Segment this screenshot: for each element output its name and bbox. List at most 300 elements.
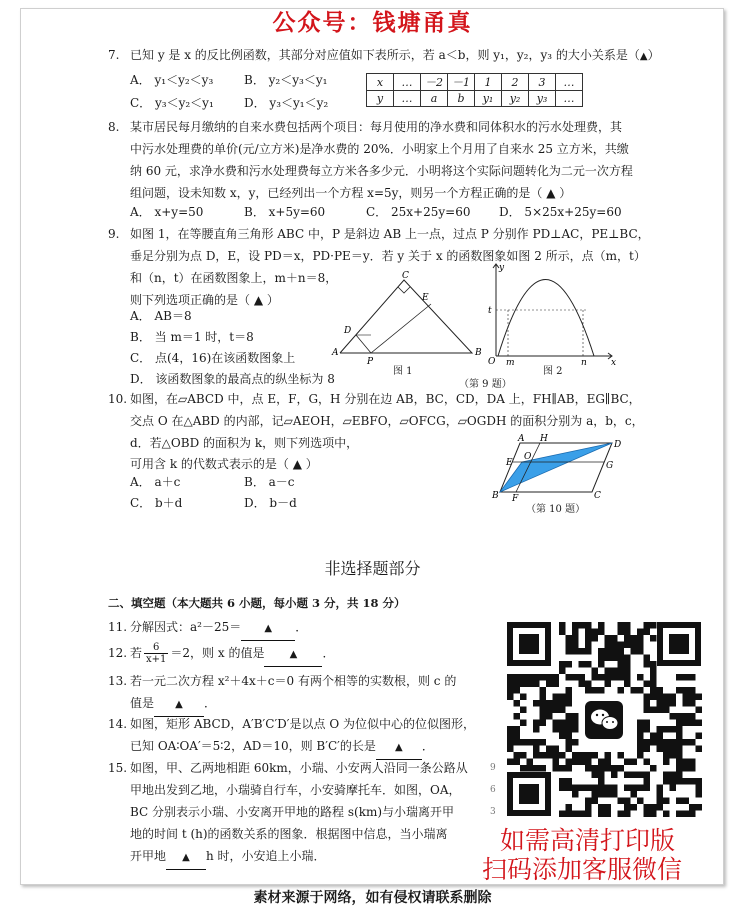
figure-1-caption: 图 1 (393, 366, 413, 377)
qr-module (644, 746, 651, 753)
qr-module (546, 707, 553, 714)
fraction-numerator: 6 (144, 642, 168, 654)
qr-module (553, 700, 560, 707)
qr-module (514, 674, 521, 681)
point-label: D (344, 326, 352, 336)
qr-module (644, 811, 651, 818)
qr-module (579, 759, 586, 766)
qr-module (644, 700, 651, 707)
qr-module (611, 791, 618, 798)
question-10 (108, 388, 641, 410)
banner-title: 公众号：钱塘甬真 (272, 10, 473, 36)
qr-module (696, 694, 703, 701)
qr-module (624, 798, 631, 805)
qr-module (663, 726, 670, 733)
question-text: 若 (130, 646, 143, 660)
option-b: B． x+5y=60 (244, 205, 326, 219)
qr-module (598, 759, 605, 766)
qr-module (637, 648, 644, 655)
qr-module (618, 655, 625, 662)
qr-module (657, 707, 664, 714)
qr-module (644, 707, 651, 714)
question-number: 11. (108, 620, 128, 634)
qr-module (598, 622, 605, 629)
qr-module (585, 648, 592, 655)
qr-module (572, 622, 579, 629)
qr-module (585, 687, 592, 694)
qr-module (566, 733, 573, 740)
qr-module (683, 674, 690, 681)
question-stem: 已知 y 是 x 的反比例函数，其部分对应值如下表所示，若 a＜b，则 y₁，y₂，y₃ 的大小关系是（ (130, 48, 640, 62)
part2-header: 二、填空题（本大题共 6 小题，每小题 3 分，共 18 分） (108, 596, 406, 610)
qr-module (605, 752, 612, 759)
qr-module (689, 674, 696, 681)
qr-module (553, 752, 560, 759)
promo-line-1: 如需高清打印版 (500, 826, 676, 855)
qr-module (644, 778, 651, 785)
qr-module (598, 811, 605, 818)
wechat-icon (582, 698, 626, 742)
qr-module (559, 720, 566, 727)
qr-module (553, 707, 560, 714)
qr-module (559, 733, 566, 740)
option-d: D． 该函数图象的最高点的纵坐标为 8 (130, 372, 335, 386)
qr-module (663, 739, 670, 746)
question-line: BC 分别表示小瑞、小安离开甲地的路程 s(km)与小瑞离开甲 (130, 805, 455, 819)
qr-module (585, 765, 592, 772)
qr-module (572, 791, 579, 798)
qr-module (624, 804, 631, 811)
qr-module (514, 687, 521, 694)
qr-module (637, 687, 644, 694)
qr-module (540, 720, 547, 727)
table-cell: y₁ (475, 91, 502, 107)
qr-module (644, 785, 651, 792)
option-a: A． x+y=50 (130, 205, 204, 219)
qr-module (644, 726, 651, 733)
qr-module (592, 785, 599, 792)
qr-module (514, 681, 521, 688)
question-text: 如图，矩形 ABCD，A′B′C′D′是以点 O 为位似中心的位似图形， (130, 717, 475, 731)
qr-module (566, 785, 573, 792)
qr-module (507, 674, 514, 681)
question-line: 交点 O 在△ABD 的内部，记▱AEOH，▱EBFO，▱OFCG，▱OGDH 的面积分别为 a，b，c， (130, 414, 644, 428)
qr-module (592, 674, 599, 681)
qr-module (618, 765, 625, 772)
qr-module (631, 642, 638, 649)
qr-module (540, 765, 547, 772)
fraction-denominator: x+1 (146, 654, 167, 665)
qr-module (631, 759, 638, 766)
figure-9-caption: （第 9 题） (459, 379, 512, 390)
qr-module (624, 642, 631, 649)
qr-module (631, 648, 638, 655)
qr-module (676, 687, 683, 694)
qr-module (611, 668, 618, 675)
qr-module (696, 733, 703, 740)
qr-module (683, 700, 690, 707)
qr-module (540, 713, 547, 720)
qr-module (611, 772, 618, 779)
qr-module (579, 811, 586, 818)
figure-2-caption: 图 2 (543, 366, 563, 377)
qr-module (605, 642, 612, 649)
qr-module (624, 661, 631, 668)
answer-blank (241, 616, 295, 641)
qr-module (683, 811, 690, 818)
question-13 (108, 670, 456, 692)
qr-module (585, 759, 592, 766)
qr-module (559, 811, 566, 818)
qr-module (566, 687, 573, 694)
qr-module (605, 635, 612, 642)
point-label: O (524, 452, 532, 462)
qr-module (683, 778, 690, 785)
qr-module (533, 720, 540, 727)
question-line: 可用含 k 的代数式表示的是（ ▲ ） (130, 457, 318, 471)
qr-module (624, 629, 631, 636)
qr-module (579, 674, 586, 681)
qr-module (566, 746, 573, 753)
axis-label: x (611, 358, 617, 368)
qr-module (644, 655, 651, 662)
table-row (367, 91, 583, 107)
qr-module (540, 694, 547, 701)
figure-10-parallelogram (488, 434, 628, 504)
question-end: ． (421, 739, 434, 753)
qr-module (696, 746, 703, 753)
qr-module (657, 733, 664, 740)
qr-module (689, 739, 696, 746)
qr-module (566, 778, 573, 785)
point-label: E (422, 293, 429, 303)
qr-module (670, 778, 677, 785)
point-label: C (402, 271, 409, 281)
qr-module (566, 661, 573, 668)
section-title: 非选择题部分 (324, 559, 421, 578)
qr-finder-bottom-left (507, 772, 551, 816)
qr-module (676, 759, 683, 766)
qr-module (683, 713, 690, 720)
qr-module (650, 765, 657, 772)
qr-module (663, 772, 670, 779)
answer-mark: ▲ (182, 852, 190, 863)
qr-module (676, 674, 683, 681)
qr-module (663, 811, 670, 818)
qr-module (644, 681, 651, 688)
qr-module (696, 791, 703, 798)
qr-module (520, 674, 527, 681)
qr-module (559, 778, 566, 785)
qr-module (618, 668, 625, 675)
qr-module (514, 739, 521, 746)
promo-line-2: 扫码添加客服微信 (482, 855, 683, 884)
qr-module (540, 700, 547, 707)
question-number: 10. (108, 392, 128, 406)
question-number: 7. (108, 48, 120, 62)
option-a: A． a＋c (130, 475, 181, 489)
qr-module (676, 739, 683, 746)
qr-module (689, 694, 696, 701)
qr-module (579, 648, 586, 655)
qr-module (624, 759, 631, 766)
qr-module (689, 811, 696, 818)
table-cell: … (556, 91, 583, 107)
qr-module (566, 759, 573, 766)
qr-module (670, 700, 677, 707)
qr-module (676, 746, 683, 753)
qr-module (507, 733, 514, 740)
qr-module (696, 785, 703, 792)
qr-module (650, 661, 657, 668)
qr-module (533, 674, 540, 681)
qr-module (592, 772, 599, 779)
point-label: C (594, 491, 601, 501)
table-cell: … (394, 91, 421, 107)
table-cell: 1 (475, 74, 502, 91)
option-d: D． 5×25x+25y=60 (499, 205, 622, 219)
point-label: P (367, 357, 374, 367)
qr-module (598, 661, 605, 668)
qr-module (598, 687, 605, 694)
question-line: 则下列选项正确的是（ ▲ ） (130, 293, 279, 307)
qr-module (689, 720, 696, 727)
qr-module (670, 713, 677, 720)
qr-module (670, 752, 677, 759)
qr-module (553, 726, 560, 733)
qr-module (566, 739, 573, 746)
qr-module (598, 772, 605, 779)
qr-module (598, 765, 605, 772)
qr-module (579, 681, 586, 688)
qr-module (605, 648, 612, 655)
qr-module (585, 629, 592, 636)
point-label: H (540, 434, 548, 444)
qr-module (657, 726, 664, 733)
question-number: 8. (108, 120, 120, 134)
qr-module (611, 765, 618, 772)
qr-module (644, 622, 651, 629)
fraction (144, 642, 168, 665)
qr-module (663, 707, 670, 714)
qr-module (618, 674, 625, 681)
qr-module (624, 785, 631, 792)
qr-module (624, 655, 631, 662)
option-b: B． y₂＜y₃＜y₁ (244, 73, 328, 87)
qr-module (676, 811, 683, 818)
qr-module (592, 791, 599, 798)
qr-module (689, 804, 696, 811)
qr-module (676, 778, 683, 785)
qr-module (663, 752, 670, 759)
qr-module (527, 681, 534, 688)
qr-module (514, 733, 521, 740)
qr-module (644, 739, 651, 746)
qr-module (689, 700, 696, 707)
question-15 (108, 757, 468, 779)
figure-15-tick: 3 (490, 807, 496, 817)
qr-module (650, 804, 657, 811)
qr-module (553, 765, 560, 772)
qr-module (527, 759, 534, 766)
qr-module (520, 739, 527, 746)
option-c: C． 25x+25y=60 (366, 205, 471, 219)
qr-module (566, 700, 573, 707)
table-cell: －1 (448, 74, 475, 91)
table-cell: 3 (529, 74, 556, 91)
qr-module (618, 642, 625, 649)
qr-module (624, 635, 631, 642)
qr-module (663, 778, 670, 785)
qr-module (644, 694, 651, 701)
question-number: 12. (108, 646, 128, 660)
point-label: G (606, 461, 614, 471)
qr-module (566, 804, 573, 811)
qr-module (657, 700, 664, 707)
qr-module (527, 739, 534, 746)
qr-module (540, 687, 547, 694)
qr-module (689, 765, 696, 772)
question-15-last-line (130, 845, 326, 870)
qr-module (618, 622, 625, 629)
table-cell: 2 (502, 74, 529, 91)
question-14 (108, 713, 475, 735)
qr-module (644, 804, 651, 811)
qr-module (637, 674, 644, 681)
qr-module (579, 661, 586, 668)
qr-module (631, 785, 638, 792)
qr-module (559, 765, 566, 772)
qr-module (566, 726, 573, 733)
table-cell: y (367, 91, 394, 107)
question-text: 已知 OA∶OA′＝5∶2，AD＝10，则 B′C′的长是 (130, 739, 376, 753)
qr-module (663, 694, 670, 701)
qr-module (670, 739, 677, 746)
qr-module (559, 726, 566, 733)
answer-mark: ▲ (175, 699, 183, 710)
qr-module (650, 635, 657, 642)
qr-module (618, 661, 625, 668)
table-cell: a (421, 91, 448, 107)
qr-module (533, 752, 540, 759)
qr-module (631, 804, 638, 811)
qr-module (566, 635, 573, 642)
qr-module (605, 655, 612, 662)
axis-label: O (488, 357, 496, 367)
question-text: ＝2，则 x 的值是 (170, 646, 265, 660)
qr-module (676, 798, 683, 805)
qr-module (644, 720, 651, 727)
qr-module (566, 642, 573, 649)
answer-mark: ▲ (264, 623, 273, 634)
qr-module (650, 668, 657, 675)
qr-module (572, 739, 579, 746)
qr-module (644, 759, 651, 766)
qr-module (683, 798, 690, 805)
qr-module (520, 694, 527, 701)
qr-module (683, 720, 690, 727)
qr-module (637, 720, 644, 727)
qr-module (689, 759, 696, 766)
qr-module (514, 700, 521, 707)
wechat-qr-code[interactable] (497, 612, 711, 827)
qr-module (585, 798, 592, 805)
qr-module (644, 629, 651, 636)
axis-label: t (488, 306, 492, 316)
qr-module (637, 629, 644, 636)
qr-module (631, 791, 638, 798)
question-number: 13. (108, 674, 128, 688)
qr-module (631, 772, 638, 779)
qr-module (670, 785, 677, 792)
qr-module (650, 622, 657, 629)
qr-module (572, 759, 579, 766)
qr-module (683, 687, 690, 694)
qr-module (618, 648, 625, 655)
qr-module (663, 700, 670, 707)
qr-module (507, 687, 514, 694)
question-line: 某市居民每月缴纳的自来水费包括两个项目：每月使用的净水费和同体积水的污水处理费，其 (130, 120, 623, 134)
qr-module (644, 661, 651, 668)
qr-module (637, 642, 644, 649)
qr-module (533, 726, 540, 733)
qr-module (572, 642, 579, 649)
qr-module (624, 681, 631, 688)
qr-module (696, 778, 703, 785)
qr-module (637, 746, 644, 753)
value-table (366, 73, 583, 107)
option-b: B． 当 m＝1 时，t＝8 (130, 330, 254, 344)
qr-finder-top-left (507, 622, 551, 666)
qr-module (592, 765, 599, 772)
question-8 (108, 116, 622, 138)
qr-module (566, 811, 573, 818)
qr-module (611, 648, 618, 655)
answer-mark: ▲ (639, 51, 648, 62)
qr-module (637, 635, 644, 642)
qr-module (592, 629, 599, 636)
qr-module (572, 674, 579, 681)
qr-module (507, 759, 514, 766)
qr-module (566, 648, 573, 655)
qr-module (553, 720, 560, 727)
qr-module (670, 726, 677, 733)
qr-module (650, 739, 657, 746)
qr-module (598, 674, 605, 681)
figure-15-tick: 9 (490, 763, 496, 773)
qr-module (683, 694, 690, 701)
question-7 (108, 44, 660, 68)
qr-module (546, 700, 553, 707)
qr-module (572, 635, 579, 642)
qr-module (657, 746, 664, 753)
answer-mark: ▲ (289, 649, 298, 660)
qr-module (585, 752, 592, 759)
qr-module (696, 720, 703, 727)
qr-module (637, 726, 644, 733)
qr-module (585, 811, 592, 818)
qr-module (605, 674, 612, 681)
qr-module (624, 811, 631, 818)
qr-module (553, 694, 560, 701)
qr-module (572, 811, 579, 818)
qr-module (533, 746, 540, 753)
qr-module (598, 655, 605, 662)
option-d: D． b－d (244, 496, 297, 510)
qr-module (566, 674, 573, 681)
qr-module (663, 746, 670, 753)
axis-label: y (499, 263, 505, 273)
